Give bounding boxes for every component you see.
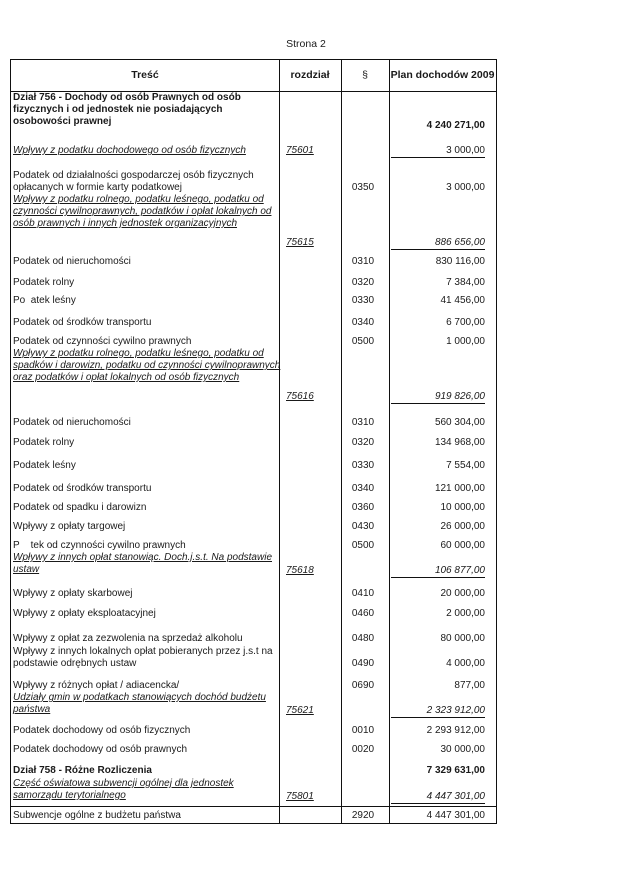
- row-paragraf: 0340: [351, 483, 375, 494]
- row-description: Wpływy z innych opłat stanowiąc. Doch.j.s.t. Na podstawie ustaw: [13, 552, 272, 575]
- row-plan-value: 830 116,00: [435, 256, 485, 267]
- row-rozdzial: 75601: [286, 145, 314, 156]
- row-plan-value: 4 000,00: [446, 658, 485, 669]
- row-rozdzial: 75621: [286, 705, 314, 716]
- row-plan-value: 2 293 912,00: [426, 725, 485, 736]
- row-plan-value: 106 877,00: [391, 565, 485, 578]
- row-description: Podatek leśny: [13, 460, 76, 471]
- row-plan-value: 877,00: [454, 680, 485, 691]
- row-description: Podatek dochodowy od osób fizycznych: [13, 725, 191, 736]
- budget-table: [10, 59, 497, 824]
- row-description: Podatek dochodowy od osób prawnych: [13, 744, 188, 755]
- row-rozdzial: 75615: [286, 237, 314, 248]
- row-description: Wpływy z podatku dochodowego od osób fizycznych: [13, 145, 246, 156]
- row-paragraf: 0350: [351, 182, 375, 193]
- row-plan-value: 886 656,00: [391, 237, 485, 250]
- row-description: Wpływy z opłaty targowej: [13, 521, 126, 532]
- row-divider: [11, 806, 496, 807]
- row-description: Część oświatowa subwencji ogólnej dla jednostek samorządu terytorialnego: [13, 778, 234, 801]
- row-description: Dział 756 - Dochody od osób Prawnych od osób fizycznych i od jednostek nie posiadających osobowości prawnej: [13, 92, 241, 127]
- row-description: Wpływy z podatku rolnego, podatku leśnego, podatku od czynności cywilnoprawnych, podatków i opłat lokalnych od osób prawnych i innych jednostek organizacyjnych: [13, 194, 272, 229]
- row-description: Subwencje ogólne z budżetu państwa: [13, 810, 181, 821]
- header-plan: Plan dochodów 2009: [390, 69, 495, 81]
- row-description: Udziały gmin w podatkach stanowiących dochód budżetu państwa: [13, 692, 266, 715]
- row-plan-value: 134 968,00: [434, 437, 485, 448]
- row-description: Podatek rolny: [13, 437, 75, 448]
- row-plan-value: 4 447 301,00: [391, 791, 485, 804]
- row-paragraf: 0010: [351, 725, 375, 736]
- row-plan-value: 60 000,00: [440, 540, 485, 551]
- row-paragraf: 0500: [351, 540, 375, 551]
- row-description: Wpływy z różnych opłat / adiacencka/: [13, 680, 180, 691]
- page-number: Strona 2: [286, 38, 326, 50]
- row-plan-value: 919 826,00: [391, 391, 485, 404]
- row-description: Podatek od nieruchomości: [13, 256, 131, 267]
- row-paragraf: 0020: [351, 744, 375, 755]
- row-plan-value: 10 000,00: [440, 502, 485, 513]
- row-plan-value: 30 000,00: [440, 744, 485, 755]
- row-plan-value: 121 000,00: [434, 483, 485, 494]
- row-paragraf: 0360: [351, 502, 375, 513]
- row-description: Podatek od środków transportu: [13, 317, 152, 328]
- row-description: P tek od czynności cywilno prawnych: [13, 540, 186, 551]
- row-description: Dział 758 - Różne Rozliczenia: [13, 765, 152, 776]
- row-plan-value: 26 000,00: [440, 521, 485, 532]
- row-rozdzial: 75801: [286, 791, 314, 802]
- row-paragraf: 0430: [351, 521, 375, 532]
- header-rozdzial: rozdział: [290, 69, 330, 81]
- row-description: Podatek od czynności cywilno prawnych: [13, 336, 192, 347]
- row-description: Podatek od nieruchomości: [13, 417, 131, 428]
- row-plan-value: 41 456,00: [440, 295, 485, 306]
- row-plan-value: 7 329 631,00: [426, 765, 485, 776]
- row-description: Wpływy z podatku rolnego, podatku leśnego, podatku od spadków i darowizn, podatku od czynności cywilnoprawnych oraz podatków i opłat lokalnych od osób fizycznych: [13, 348, 281, 383]
- row-paragraf: 0490: [351, 658, 375, 669]
- row-description: Podatek rolny: [13, 277, 75, 288]
- row-paragraf: 0690: [351, 680, 375, 691]
- row-paragraf: 0320: [351, 277, 375, 288]
- row-paragraf: 0410: [351, 588, 375, 599]
- row-plan-value: 560 304,00: [434, 417, 485, 428]
- row-description: Po atek leśny: [13, 295, 76, 306]
- header-tresc: Treść: [131, 69, 159, 81]
- row-plan-value: 7 384,00: [446, 277, 485, 288]
- row-description: Wpływy z opłaty skarbowej: [13, 588, 133, 599]
- header-paragraf: §: [362, 69, 368, 81]
- row-description: Wpływy z opłat za zezwolenia na sprzedaż alkoholu: [13, 633, 243, 644]
- row-paragraf: 2920: [351, 810, 375, 821]
- row-plan-value: 3 000,00: [391, 145, 485, 158]
- row-plan-value: 2 323 912,00: [391, 705, 485, 718]
- row-paragraf: 0340: [351, 317, 375, 328]
- row-paragraf: 0330: [351, 295, 375, 306]
- row-plan-value: 3 000,00: [446, 182, 485, 193]
- row-rozdzial: 75618: [286, 565, 314, 576]
- row-plan-value: 80 000,00: [440, 633, 485, 644]
- row-plan-value: 1 000,00: [446, 336, 485, 347]
- row-plan-value: 4 447 301,00: [426, 810, 485, 821]
- row-paragraf: 0310: [351, 417, 375, 428]
- row-description: Wpływy z opłaty eksploatacyjnej: [13, 608, 156, 619]
- row-paragraf: 0330: [351, 460, 375, 471]
- row-paragraf: 0310: [351, 256, 375, 267]
- row-description: Podatek od środków transportu: [13, 483, 152, 494]
- column-divider: [389, 60, 390, 823]
- row-plan-value: 6 700,00: [446, 317, 485, 328]
- row-paragraf: 0320: [351, 437, 375, 448]
- row-plan-value: 2 000,00: [446, 608, 485, 619]
- row-paragraf: 0460: [351, 608, 375, 619]
- row-paragraf: 0500: [351, 336, 375, 347]
- row-description: Podatek od spadku i darowizn: [13, 502, 147, 513]
- row-plan-value: 20 000,00: [440, 588, 485, 599]
- row-plan-value: 4 240 271,00: [426, 120, 485, 131]
- row-paragraf: 0480: [351, 633, 375, 644]
- row-description: Podatek od działalności gospodarczej osób fizycznych opłacanych w formie karty podatkowej: [13, 170, 254, 193]
- row-plan-value: 7 554,00: [446, 460, 485, 471]
- row-description: Wpływy z innych lokalnych opłat pobieranych przez j.s.t na podstawie odrębnych ustaw: [13, 646, 273, 669]
- row-rozdzial: 75616: [286, 391, 314, 402]
